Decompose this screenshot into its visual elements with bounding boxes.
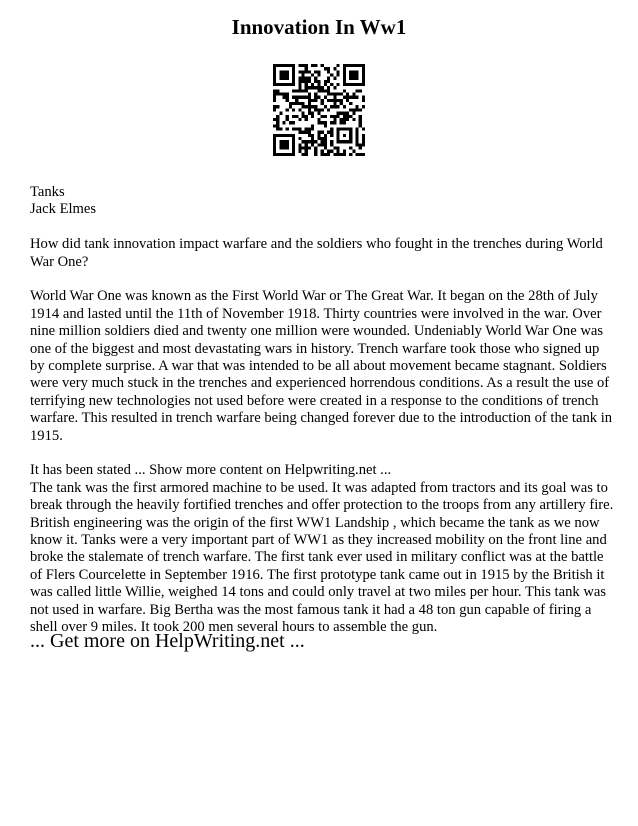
paragraph-intro: World War One was known as the First World War or The Great War. It began on the 28th of July 1914 and lasted until the 11th of November 1918. Thirty countries were involved in the war. Over nine million soldiers died and twenty one million were wounded. Undeniably World War One was one of the biggest and most devastating wars in history. Trench warfare took those who signed up by complete surprise. A war that was intended to be all about movement became stagnant. Soldiers were very much stuck in the trenches and experienced horrendous conditions. As a result the use of terrifying new technologies not used before were created in a response to the conditions of trench warfare. This resulted in trench warfare being changed forever due to the introduction of the tank in 1915. — [30, 288, 613, 444]
get-more-link[interactable]: ... Get more on HelpWriting.net ... — [30, 630, 305, 652]
subject-line: Tanks — [30, 184, 65, 200]
spacer — [30, 445, 614, 462]
article-body — [30, 184, 614, 637]
spacer — [30, 271, 614, 288]
essay-question: How did tank innovation impact warfare and the soldiers who fought in the trenches during World War One? — [30, 236, 603, 270]
show-more-link[interactable]: It has been stated ... Show more content on Helpwriting.net ... — [30, 462, 392, 479]
page-title: Innovation In Ww1 — [231, 15, 407, 39]
qr-code-graphic — [273, 64, 365, 156]
paragraph-tank: The tank was the first armored machine to be used. It was adapted from tractors and its goal was to break through the heavily fortified trenches and offer protection to the troops from any artillery fire. British engineering was the origin of the first WW1 Landship , which became the tank as we now know it. Tanks were a very important part of WW1 as they increased mobility on the front line and broke the stalemate of trench warfare. The first tank ever used in military conflict was at the battle of Flers Courcelette in September 1916. The first prototype tank came out in 1915 by the British it was called little Willie, weighed 14 tons and could only travel at two miles per hour. This tank was not used in warfare. Big Bertha was the most famous tank it had a 48 ton gun capable of firing a shell over 9 miles. It took 200 men several hours to assemble the gun. — [30, 479, 614, 636]
spacer — [30, 219, 614, 236]
author-line: Jack Elmes — [30, 201, 97, 218]
qr-code-icon — [273, 64, 365, 156]
